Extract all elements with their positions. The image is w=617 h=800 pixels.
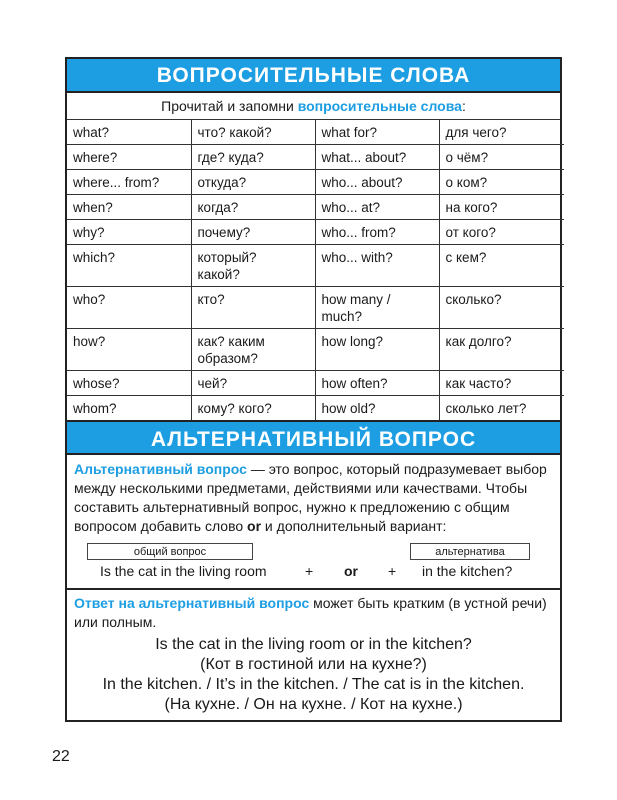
table-cell: why? bbox=[67, 220, 191, 245]
table-cell: where... from? bbox=[67, 170, 191, 195]
table-cell: how often? bbox=[315, 371, 439, 396]
table-cell: who? bbox=[67, 287, 191, 329]
table-row bbox=[67, 287, 564, 329]
answer-section bbox=[67, 590, 560, 715]
answer-examples bbox=[74, 635, 553, 715]
table-cell: сколько лет? bbox=[439, 396, 564, 421]
table-cell: о ком? bbox=[439, 170, 564, 195]
table-cell: who... at? bbox=[315, 195, 439, 220]
table-cell: whose? bbox=[67, 371, 191, 396]
table-cell: что? какой? bbox=[191, 120, 315, 145]
intro-line bbox=[67, 93, 560, 120]
answer-line: Is the cat in the living room or in the kitchen? bbox=[155, 636, 472, 653]
table-row bbox=[67, 145, 564, 170]
definition-end: и дополнительный вариант: bbox=[261, 518, 447, 534]
table-cell: how? bbox=[67, 329, 191, 371]
reference-card bbox=[65, 57, 562, 722]
example-part2: in the kitchen? bbox=[422, 563, 513, 579]
table-cell: когда? bbox=[191, 195, 315, 220]
answer-line: In the kitchen. / It’s in the kitchen. / The cat is in the kitchen. bbox=[102, 676, 525, 693]
table-row bbox=[67, 120, 564, 145]
table-cell: how long? bbox=[315, 329, 439, 371]
table-row bbox=[67, 329, 564, 371]
table-cell: when? bbox=[67, 195, 191, 220]
table-cell: how many / much? bbox=[315, 287, 439, 329]
table-cell: what... about? bbox=[315, 145, 439, 170]
table-cell: почему? bbox=[191, 220, 315, 245]
definition-or: or bbox=[247, 518, 262, 534]
alternative-example bbox=[74, 540, 553, 584]
table-cell: кому? кого? bbox=[191, 396, 315, 421]
definition-text: — это вопрос, который подразумевает выбор между несколькими предметами, действиями или качествами. Чтобы составить альтернативный вопрос, нужно к предложению с общим вопросом добавить слово bbox=[74, 461, 547, 534]
table-cell: который? какой? bbox=[191, 245, 315, 287]
table-cell: где? куда? bbox=[191, 145, 315, 170]
answer-line: (На кухне. / Он на кухне. / Кот на кухне.) bbox=[164, 696, 463, 713]
example-part1: Is the cat in the living room bbox=[100, 563, 267, 579]
table-cell: who... with? bbox=[315, 245, 439, 287]
definition-term: Альтернативный вопрос bbox=[74, 461, 247, 477]
table-cell: как? каким образом? bbox=[191, 329, 315, 371]
table-cell: кто? bbox=[191, 287, 315, 329]
general-question-box: общий вопрос bbox=[87, 543, 253, 560]
table-cell: с кем? bbox=[439, 245, 564, 287]
table-cell: о чём? bbox=[439, 145, 564, 170]
table-cell: who... from? bbox=[315, 220, 439, 245]
example-plus2: + bbox=[388, 563, 397, 579]
table-row bbox=[67, 220, 564, 245]
table-cell: чей? bbox=[191, 371, 315, 396]
intro-text: Прочитай и запомни bbox=[161, 98, 298, 114]
table-row bbox=[67, 371, 564, 396]
table-cell: для чего? bbox=[439, 120, 564, 145]
table-cell: where? bbox=[67, 145, 191, 170]
table-cell: как часто? bbox=[439, 371, 564, 396]
answer-line: (Кот в гостиной или на кухне?) bbox=[200, 656, 427, 673]
alternative-question-definition bbox=[67, 455, 560, 590]
table-cell: как долго? bbox=[439, 329, 564, 371]
intro-highlight: вопросительные слова bbox=[297, 98, 462, 114]
answer-text: может быть кратким (в устной речи) или полным. bbox=[74, 595, 547, 630]
table-row bbox=[67, 396, 564, 421]
question-words-table bbox=[67, 120, 564, 420]
table-cell: what? bbox=[67, 120, 191, 145]
example-plus1: + bbox=[305, 563, 314, 579]
table-row bbox=[67, 245, 564, 287]
question-words-title: ВОПРОСИТЕЛЬНЫЕ СЛОВА bbox=[67, 59, 560, 93]
table-cell: which? bbox=[67, 245, 191, 287]
table-cell: what for? bbox=[315, 120, 439, 145]
table-cell: от кого? bbox=[439, 220, 564, 245]
table-row bbox=[67, 195, 564, 220]
answer-term: Ответ на альтернативный вопрос bbox=[74, 595, 310, 611]
table-cell: who... about? bbox=[315, 170, 439, 195]
alternative-box: альтернатива bbox=[410, 543, 530, 560]
example-or: or bbox=[344, 563, 358, 579]
table-cell: на кого? bbox=[439, 195, 564, 220]
table-cell: whom? bbox=[67, 396, 191, 421]
page-number: 22 bbox=[52, 748, 70, 765]
intro-end: : bbox=[461, 98, 466, 114]
table-row bbox=[67, 170, 564, 195]
alternative-question-title: АЛЬТЕРНАТИВНЫЙ ВОПРОС bbox=[67, 420, 560, 455]
table-cell: сколько? bbox=[439, 287, 564, 329]
table-cell: откуда? bbox=[191, 170, 315, 195]
table-cell: how old? bbox=[315, 396, 439, 421]
